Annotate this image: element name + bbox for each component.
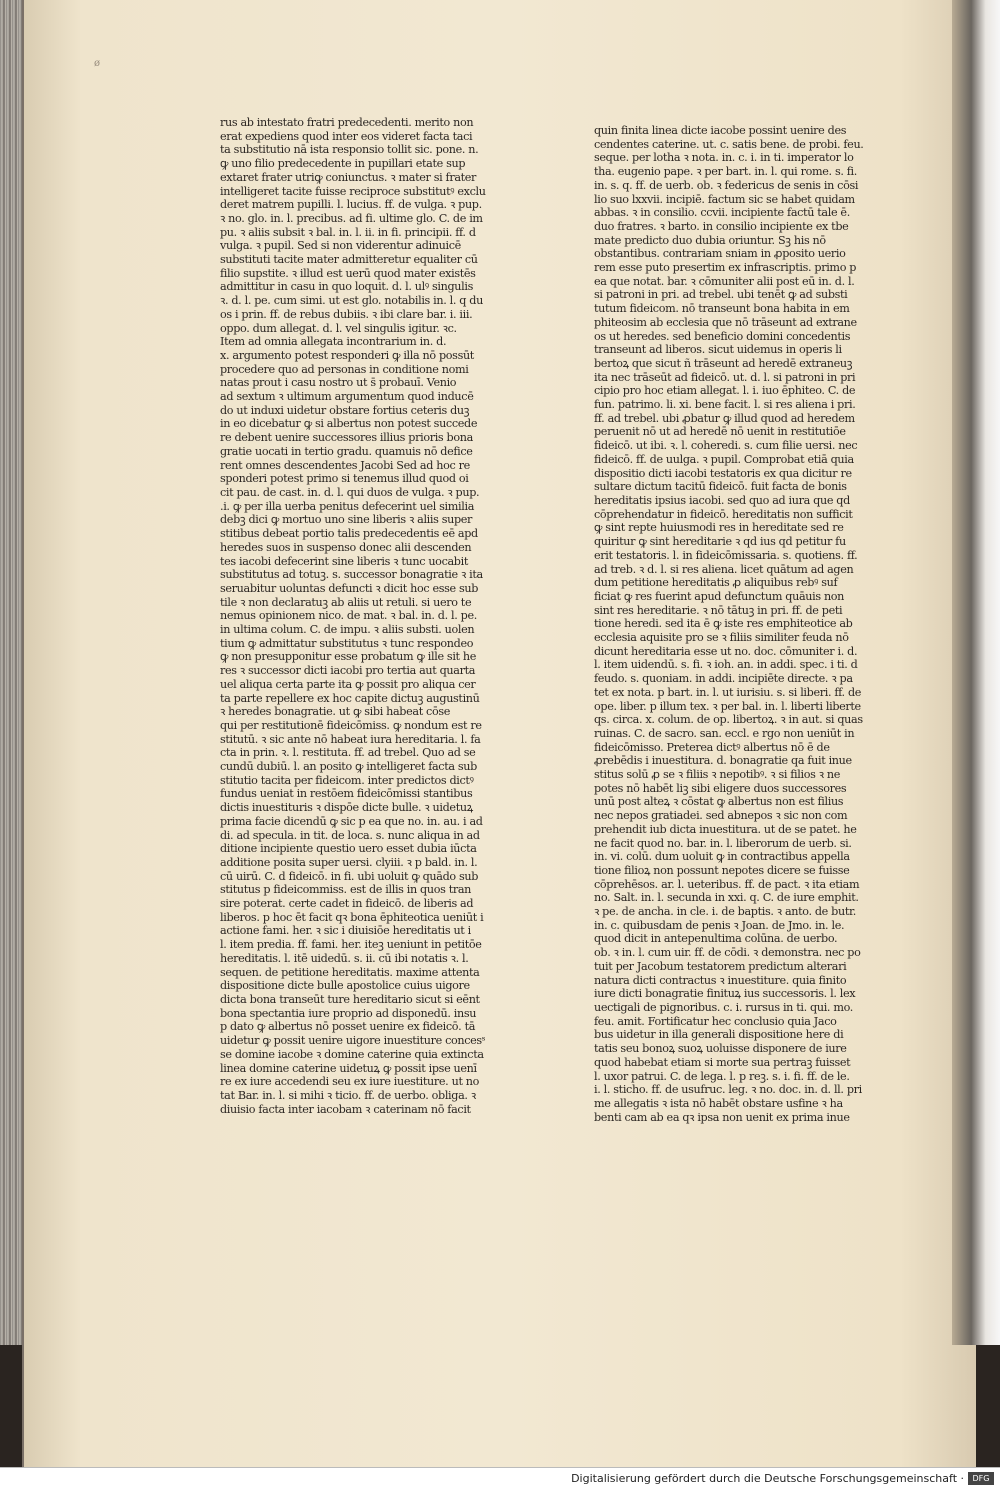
- text-line: quiritur ꝙ sint hereditarie ꝛ qd ius qd petitur fu: [594, 535, 846, 549]
- text-line: dicta bona transeūt ture hereditario sicut si eēnt: [220, 993, 480, 1006]
- text-line: uel aliqua certa parte ita ꝙ possit pro aliqua cer: [220, 677, 476, 691]
- text-line: tat Bar. in. l. si mihi ꝛ ticio. ff. de uerbo. obliga. ꝛ: [220, 1088, 476, 1102]
- text-line: debꝫ dici ꝙ mortuo uno sine liberis ꝛ aliis super: [220, 513, 473, 527]
- text-line: ꝛ pe. de ancha. in cle. i. de baptis. ꝛ anto. de butr.: [594, 905, 856, 919]
- text-line: ad sextum ꝛ ultimum argumentum quod inducē: [220, 390, 474, 404]
- text-line: stitutū. ꝛ sic ante nō habeat iura hereditaria. l. fa: [220, 732, 481, 746]
- text-line: lio suo lxxvii. incipiē. factum sic se habet quidam: [594, 192, 855, 206]
- text-line: in. c. quibusdam de penis ꝛ Joan. de Jmo. in. le.: [594, 918, 845, 932]
- text-line: os i prin. ff. de rebus dubiis. ꝛ ibi clare bar. i. iii.: [220, 307, 473, 321]
- text-line: substituti tacite mater admitteretur equaliter cū: [220, 253, 478, 267]
- text-line: mate predicto duo dubia oriuntur. Sꝫ his nō: [594, 233, 826, 247]
- text-line: tha. eugenio pape. ꝛ per bart. in. l. qui rome. s. fi.: [594, 165, 857, 179]
- left-text-column: [220, 116, 542, 1116]
- text-line: fideicōmisso. Preterea dictꝰ albertus nō ē de: [594, 740, 830, 754]
- text-line: cōprehēsos. ar. l. ueteribus. ff. de pact. ꝛ ita etiam: [594, 877, 860, 891]
- text-line: ecclesia aquisite pro se ꝛ filiis similiter feuda nō: [594, 631, 849, 645]
- text-line: dictis inuestituris ꝛ dispōe dicte bulle. ꝛ uidetuꝝ: [220, 801, 473, 815]
- text-line: additione posita super uersi. clyiii. ꝛ p bald. in. l.: [220, 855, 478, 869]
- text-line: tium ꝙ admittatur substitutus ꝛ tunc respondeo: [220, 636, 474, 650]
- footer-credit: Digitalisierung gefördert durch die Deutsche Forschungsgemeinschaft ·: [571, 1472, 964, 1485]
- text-line: uectigali de pignoribus. c. i. rursus in ti. qui. mo.: [594, 1001, 853, 1014]
- text-line: transeunt ad liberos. sicut uidemus in operis li: [594, 343, 842, 357]
- text-line: ob. ꝛ in. l. cum uir. ff. de cōdi. ꝛ demonstra. nec po: [594, 946, 861, 960]
- text-line: di. ad specula. in tit. de loca. s. nunc aliqua in ad: [220, 828, 480, 842]
- text-line: ruinas. C. de sacro. san. eccl. e rgo non ueniūt in: [594, 726, 855, 740]
- text-line: seque. per lotha ꝛ nota. in. c. i. in ti. imperator lo: [594, 151, 854, 165]
- text-line: unū post alteꝝ ꝛ cōstat ꝙ albertus non est filius: [594, 795, 844, 809]
- text-line: i. l. sticho. ff. de usufruc. leg. ꝛ no. doc. in. d. ll. pri: [594, 1083, 862, 1097]
- text-line: qui per restitutionē fideicōmiss. ꝙ nondum est re: [220, 718, 482, 732]
- text-line: ꝙ uno filio predecedente in pupillari etate sup: [220, 157, 466, 171]
- text-line: hereditatis ipsius iacobi. sed quo ad iura que qd: [594, 493, 850, 507]
- text-line: si patroni in pri. ad trebel. ubi tenēt ꝙ ad substi: [594, 288, 848, 302]
- text-line: cit pau. de cast. in. d. l. qui duos de vulga. ꝛ pup.: [220, 485, 480, 499]
- text-line: gratie uocati in tertio gradu. quamuis nō defice: [220, 444, 473, 458]
- text-line: peruenit nō ut ad heredē nō uenit in restitutiōe: [594, 425, 846, 439]
- text-line: potes nō habēt liꝫ sibi eligere duos successores: [594, 781, 847, 795]
- text-line: dispositio dicti iacobi testatoris ex qua dicitur re: [594, 466, 852, 480]
- text-line: re debent uenire successores illius prioris bona: [220, 431, 473, 445]
- text-line: quin finita linea dicte iacobe possint uenire des: [594, 124, 847, 137]
- text-line: Item ad omnia allegata incontrarium in. d.: [220, 335, 447, 349]
- text-line: natura dicti contractus ꝛ inuestiture. quia finito: [594, 973, 847, 987]
- text-line: substitutus ad totuꝫ. s. successor bonagratie ꝛ ita: [220, 568, 483, 582]
- text-line: feu. amit. Fortificatur hec conclusio quia Jaco: [594, 1014, 837, 1028]
- text-line: ꝛ no. glo. in. l. precibus. ad fi. ultime glo. C. de im: [220, 211, 483, 225]
- text-line: qs. circa. x. colum. de op. libertoꝝ. ꝛ in aut. si quas: [594, 713, 863, 727]
- text-line: feudo. s. quoniam. in addi. incipiēte directe. ꝛ pa: [594, 672, 853, 686]
- text-line: tet ex nota. p bart. in. l. ut iurisiu. s. si liberi. ff. de: [594, 685, 862, 699]
- text-line: dicunt hereditaria esse ut no. doc. cōmuniter i. d.: [594, 644, 858, 658]
- text-line: tatis seu bonoꝝ suoꝝ uoluisse disponere de iure: [594, 1042, 847, 1056]
- text-line: x. argumento potest responderi ꝙ illa nō possūt: [220, 348, 474, 362]
- text-line: diuisio facta inter iacobam ꝛ caterinam nō facit: [220, 1102, 471, 1116]
- text-line: sire poterat. certe cadet in fideicō. de liberis ad: [220, 897, 474, 911]
- text-line: ea que notat. bar. ꝛ cōmuniter alii post eū in. d. l.: [594, 274, 855, 288]
- text-line: natas prout i casu nostro ut s̄ probauī. Venio: [220, 376, 457, 390]
- text-line: me allegatis ꝛ ista nō habēt obstare usfine ꝛ ha: [594, 1096, 843, 1110]
- text-line: in. s. q. ff. de uerb. ob. ꝛ federicus de senis in cōsi: [594, 178, 859, 192]
- text-line: bertoꝝ que sicut ñ trāseunt ad heredē extraneuꝫ: [594, 356, 853, 370]
- text-line: sultare dictum tacitū fideicō. fuit facta de bonis: [594, 480, 847, 494]
- text-line: fun. patrimo. li. xi. bene facit. l. si res aliena i pri.: [594, 398, 856, 412]
- text-line: l. item uidendū. s. fi. ꝛ ioh. an. in addi. spec. i ti. d: [594, 658, 858, 672]
- text-line: fideicō. ff. de uulga. ꝛ pupil. Comprobat etiā quia: [594, 452, 854, 466]
- text-line: re ex iure accedendi seu ex iure iuestiture. ut no: [220, 1075, 480, 1089]
- text-line: tuit per Jacobum testatorem predictum alterari: [594, 959, 847, 973]
- text-line: ne facit quod no. bar. in. l. liberorum de uerb. si.: [594, 836, 852, 850]
- text-line: do ut induxi uidetur obstare fortius ceteris duꝫ: [220, 403, 470, 417]
- text-line: in eo dicebatur ꝙ si albertus non potest succede: [220, 417, 478, 431]
- text-line: ꝓrebēdis i inuestitura. d. bonagratie qa fuit inue: [594, 754, 852, 768]
- text-line: bus uidetur in illa generali dispositione here di: [594, 1028, 844, 1042]
- right-text-column: [594, 124, 912, 1124]
- text-line: cōprehendatur in fideicō. hereditatis non sufficit: [594, 507, 853, 521]
- text-line: cendentes caterine. ut. c. satis bene. de probi. feu.: [594, 137, 864, 151]
- margin-mark: ø: [94, 58, 101, 69]
- text-line: ta parte repellere ex hoc capite dictuꝫ augustinū: [220, 691, 480, 705]
- text-line: stitutus p fideicommiss. est de illis in quos tran: [220, 883, 472, 897]
- text-line: ff. ad trebel. ubi ꝓbatur ꝙ illud quod ad heredem: [594, 411, 855, 425]
- text-line: nec nepos gratiadei. sed abnepos ꝛ sic non com: [594, 809, 848, 823]
- text-line: erit testatoris. l. in fideicōmissaria. s. quotiens. ff.: [594, 548, 858, 562]
- text-line: liberos. p hoc ēt facit qꝛ bona ēphiteotica ueniūt i: [220, 910, 484, 924]
- text-line: prima facie dicendū ꝙ sic p ea que no. in. au. i ad: [220, 814, 483, 828]
- text-line: ditione incipiente questio uero esset dubia iūcta: [220, 842, 477, 856]
- text-line: dum petitione hereditatis ꝓ aliquibus rebꝰ suf: [594, 576, 838, 590]
- text-line: stitus solū ꝓ se ꝛ filiis ꝛ nepotibꝰ. ꝛ si filios ꝛ ne: [594, 768, 841, 782]
- text-line: ita nec trāseūt ad fideicō. ut. d. l. si patroni in pri: [594, 370, 856, 384]
- text-line: tutum fideicom. nō transeunt bona habita in em: [594, 302, 850, 316]
- text-line: se domine iacobe ꝛ domine caterine quia extincta: [220, 1047, 484, 1061]
- page-gutter-shadow: [952, 0, 1000, 1345]
- text-line: tione filioꝝ non possunt nepotes dicere se fuisse: [594, 863, 850, 877]
- text-line: cta in prin. ꝛ. l. restituta. ff. ad trebel. Quo ad se: [220, 746, 476, 760]
- text-line: ꝙ sint repte huiusmodi res in hereditate sed re: [594, 521, 844, 535]
- text-line: ad treb. ꝛ d. l. si res aliena. licet quātum ad agen: [594, 562, 854, 576]
- text-line: cipio pro hoc etiam allegat. l. i. iuo ēphiteo. C. de: [594, 384, 856, 398]
- text-line: nemus opinionem nico. de mat. ꝛ bal. in. d. l. pe.: [220, 609, 477, 623]
- text-line: dispositione dicte bulle apostolice cuius uigore: [220, 979, 470, 993]
- text-line: ta substitutio nā ista responsio tollit sic. pone. n.: [220, 143, 479, 157]
- text-line: erat expediens quod inter eos videret facta taci: [220, 129, 473, 143]
- text-line: rent omnes descendentes Jacobi Sed ad hoc re: [220, 458, 470, 472]
- text-line: sponderi potest primo si tenemus illud quod oi: [220, 472, 469, 486]
- text-line: uidetur ꝙ possit uenire uigore inuestiture concesˢ: [220, 1034, 486, 1048]
- text-line: sint res hereditarie. ꝛ nō tātuꝫ in pri. ff. de peti: [594, 603, 843, 617]
- text-line: procedere quo ad personas in conditione nomi: [220, 362, 469, 376]
- text-line: sequen. de petitione hereditatis. maxime attenta: [220, 965, 480, 979]
- text-line: phiteosim ab ecclesia que nō trāseunt ad extrane: [594, 315, 857, 329]
- text-line: rem esse puto presertim ex infrascriptis. primo p: [594, 261, 857, 275]
- text-line: in ultima colum. C. de impu. ꝛ aliis substi. uolen: [220, 623, 475, 637]
- text-line: l. item predia. ff. fami. her. iteꝫ ueniunt in petitōe: [220, 938, 482, 952]
- text-line: cū uirū. C. d fideicō. in fi. ubi uoluit ꝙ quādo sub: [220, 869, 479, 883]
- text-line: seruabitur uoluntas defuncti ꝛ dicit hoc esse sub: [220, 581, 479, 595]
- text-line: quod dicit in antepenultima colūna. de uerbo.: [594, 932, 838, 946]
- text-line: no. Salt. in. l. secunda in xxi. q. C. de iure emphit.: [594, 891, 859, 905]
- text-line: hereditatis. l. itē uidedū. s. ii. cū ibi notatis ꝛ. l.: [220, 951, 469, 965]
- text-line: heredes suos in suspenso donec alii descenden: [220, 540, 472, 554]
- text-line: quod habebat etiam si morte sua pertraꝫ fuisset: [594, 1055, 851, 1069]
- text-line: abbas. ꝛ in consilio. ccvii. incipiente factū tale ē.: [594, 206, 850, 220]
- text-line: rus ab intestato fratri predecedenti. merito non: [220, 116, 474, 129]
- text-line: fideicō. ut ibi. ꝛ. l. coheredi. s. cum filie uersi. nec: [594, 439, 858, 453]
- text-line: benti cam ab ea qꝛ ipsa non uenit ex prima inue: [594, 1110, 850, 1124]
- text-line: prehendit iub dicta inuestitura. ut de se patet. he: [594, 822, 857, 836]
- text-line: os ut heredes. sed beneficio domini concedentis: [594, 329, 851, 343]
- text-line: tile ꝛ non declaratuꝫ ab aliis ut retuli. si uero te: [220, 595, 472, 609]
- text-line: res ꝛ successor dicti iacobi pro tertia aut quarta: [220, 664, 476, 678]
- text-line: ꝛ. d. l. pe. cum simi. ut est glo. notabilis in. l. q du: [220, 294, 483, 308]
- text-line: iure dicti bonagratie finituꝝ ius successoris. l. lex: [594, 987, 856, 1001]
- text-line: in. vi. colū. dum uoluit ꝙ in contractibus appella: [594, 850, 850, 864]
- text-line: admittitur in casu in quo loquit. d. l. ulꝰ singulis: [220, 280, 474, 294]
- text-line: ꝙ non presupponitur esse probatum ꝙ ille sit he: [220, 650, 477, 664]
- text-line: fundus ueniat in restōem fideicōmissi stantibus: [220, 787, 473, 801]
- text-line: stitutio tacita per fideicom. inter predictos dictꝰ: [220, 773, 474, 787]
- footer-bar: [0, 1467, 1000, 1490]
- text-line: deret matrem pupilli. l. lucius. ff. de vulga. ꝛ pup.: [220, 198, 482, 212]
- text-line: p dato ꝙ albertus nō posset uenire ex fideicō. tā: [220, 1020, 476, 1034]
- dfg-logo-icon: DFG: [968, 1472, 994, 1485]
- text-line: l. uxor patrui. C. de lega. l. p reꝫ. s. i. fi. ff. de le.: [594, 1069, 850, 1083]
- text-line: actione fami. her. ꝛ sic i diuisiōe hereditatis ut i: [220, 924, 471, 938]
- text-line: ꝛ heredes bonagratie. ut ꝙ sibi habeat cōse: [220, 705, 451, 719]
- text-line: linea domine caterine uidetuꝝ ꝙ possit ipse uenī: [220, 1061, 477, 1075]
- text-line: bona spectantia iure proprio ad disponedū. insu: [220, 1006, 477, 1020]
- text-line: tes iacobi defecerint sine liberis ꝛ tunc uocabit: [220, 554, 468, 568]
- text-line: ficiat ꝙ res fuerint apud defunctum quāuis non: [594, 589, 845, 603]
- text-line: pu. ꝛ aliis subsit ꝛ bal. in. l. ii. in fi. principii. ff. d: [220, 225, 476, 239]
- text-line: oppo. dum allegat. d. l. vel singulis igitur. ꝛc.: [220, 321, 457, 335]
- text-line: ope. liber. p illum tex. ꝛ per bal. in. l. liberti liberte: [594, 699, 861, 713]
- text-line: tione heredi. sed ita ē ꝙ iste res emphiteotice ab: [594, 617, 853, 631]
- text-line: vulga. ꝛ pupil. Sed si non viderentur adinuicē: [220, 239, 461, 253]
- text-line: cundū dubiū. l. an posito ꝙ intelligeret facta sub: [220, 760, 477, 774]
- text-line: extaret frater utriꝙ coniunctus. ꝛ mater si frater: [220, 170, 477, 184]
- text-line: intelligeret tacite fuisse reciproce substitutꝰ exclu: [220, 184, 486, 198]
- text-line: obstantibus. contrariam sniam in ꝓposito uerio: [594, 247, 846, 261]
- text-line: duo fratres. ꝛ barto. in consilio incipiente ex tbe: [594, 219, 849, 233]
- text-line: .i. ꝙ per illa uerba penitus defecerint uel similia: [220, 499, 475, 513]
- text-line: filio supstite. ꝛ illud est uerū quod mater existēs: [220, 266, 476, 280]
- text-line: stitibus debeat portio talis predecedentis eē apd: [220, 527, 478, 541]
